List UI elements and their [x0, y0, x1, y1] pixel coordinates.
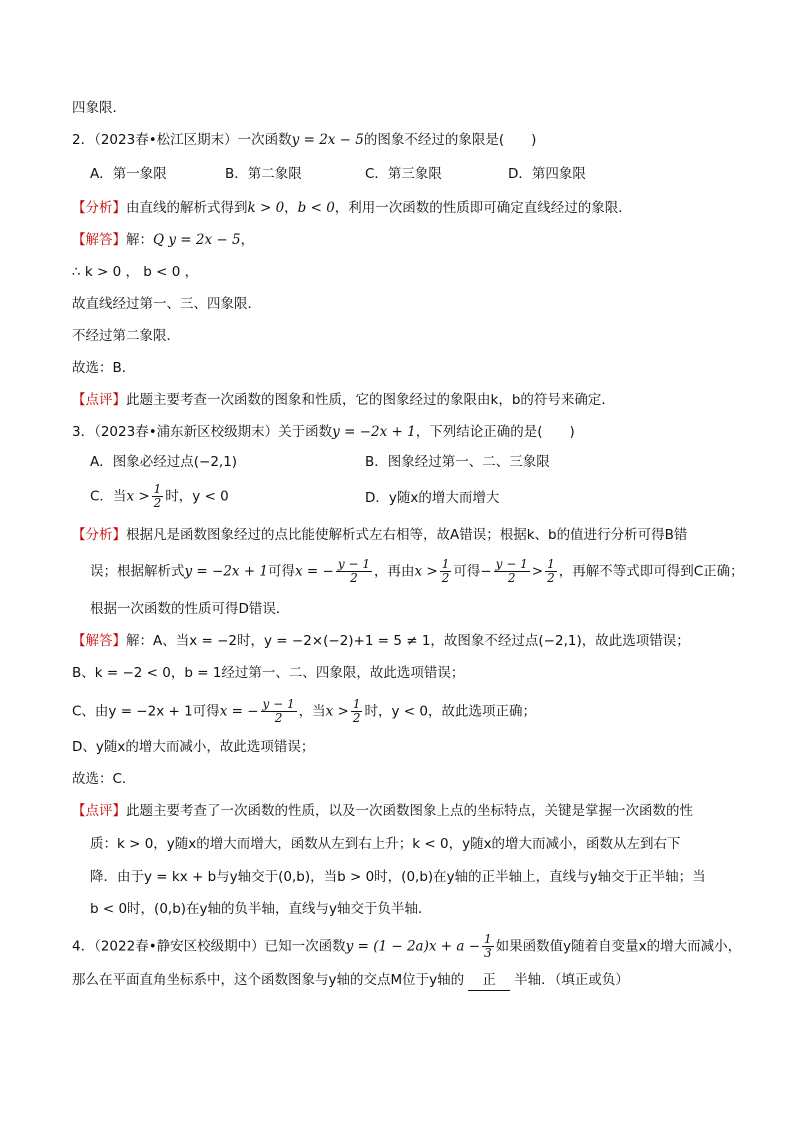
answer-tag: 【解答】 [72, 232, 126, 248]
q3-comment: 【点评】此题主要考查了一次函数的性质，以及一次函数图象上点的坐标特点，关键是掌握一次函数的性 [72, 803, 693, 819]
fraction: $\frac{1}{3}$ [484, 932, 492, 960]
q2-option-c: C．第三象限 [365, 166, 442, 182]
q2-option-d: D．第四象限 [508, 166, 586, 182]
q2-answer-3: 故直线经过第一、三、四象限． [72, 296, 261, 312]
fraction: $\frac{y - 1}{2}$ [337, 557, 370, 585]
q3-answer-3: C、由y = −2x + 1可得x = − $\frac{y - 1}{2}$ ，当x > $\frac{1}{2}$ 时，y < 0，故此选项正确； [72, 697, 536, 725]
fraction: $\frac{y - 1}{2}$ [495, 557, 528, 585]
q2-comment: 【点评】此题主要考查一次函数的图象和性质，它的图象经过的象限由k，b的符号来确定． [72, 392, 615, 408]
q2-stem: 2．（2023春•松江区期末）一次函数y = 2x − 5的图象不经过的象限是( ) [72, 132, 537, 148]
fraction: $\frac{1}{2}$ [547, 557, 555, 585]
q3-comment-4: b < 0时，(0,b)在y轴的负半轴，直线与y轴交于负半轴． [90, 901, 432, 917]
q2-option-b: B．第二象限 [225, 166, 302, 182]
q2-option-a: A．第一象限 [90, 166, 167, 182]
q4-line-2: 那么在平面直角坐标系中，这个函数图象与y轴的交点M位于y轴的 正 半轴．（填正或负） [72, 970, 629, 991]
q2-formula: y = 2x − 5 [291, 132, 364, 148]
answer-tag: 【解答】 [72, 633, 126, 649]
q2-analysis: 【分析】由直线的解析式得到k > 0，b < 0，利用一次函数的性质即可确定直线经过的象限． [72, 200, 632, 216]
q3-answer-4: D、y随x的增大而减小，故此选项错误； [72, 739, 315, 755]
comment-tag: 【点评】 [72, 392, 126, 408]
q3-answer: 【解答】解：A、当x = −2时，y = −2×(−2)+1 = 5 ≠ 1，故图象不经过点(−2,1)，故此选项错误； [72, 633, 690, 649]
q3-option-d: D．y随x的增大而增大 [365, 490, 500, 506]
q3-option-b: B．图象经过第一、二、三象限 [365, 454, 550, 470]
q2-answer-5: 故选：B． [72, 360, 136, 376]
fraction: $\frac{1}{2}$ [153, 482, 162, 510]
fraction: $\frac{1}{2}$ [352, 697, 361, 725]
q2-answer: 【解答】解：Q y = 2x − 5， [72, 232, 255, 248]
q3-comment-2: 质：k > 0，y随x的增大而增大，函数从左到右上升；k < 0，y随x的增大而减小，函数从左到右下 [90, 836, 681, 852]
q3-answer-5: 故选：C． [72, 771, 136, 787]
q3-analysis-3: 根据一次函数的性质可得D错误． [90, 601, 290, 617]
q3-option-c: C．当x > $\frac{1}{2}$ 时，y < 0 [90, 482, 229, 510]
analysis-tag: 【分析】 [72, 200, 126, 216]
q2-answer-4: 不经过第二象限． [72, 328, 180, 344]
q3-answer-2: B、k = −2 < 0，b = 1经过第一、二、四象限，故此选项错误； [72, 665, 465, 681]
q3-comment-3: 降．由于y = kx + b与y轴交于(0,b)，当b > 0时，(0,b)在y轴的正半轴上，直线与y轴交于正半轴；当 [90, 869, 706, 885]
q2-answer-2: ∴ k > 0 ， b < 0 ， [72, 264, 199, 280]
q3-analysis: 【分析】根据凡是函数图象经过的点比能使解析式左右相等，故A错误；根据k、b的值进行分析可得B错 [72, 527, 688, 543]
q3-analysis-2: 误；根据解析式y = −2x + 1可得x = − $\frac{y - 1}{2}$ ，再由x > $\frac{1}{2}$ 可得− $\frac{y - 1}{2}$ > $\frac{1}{2}$ ，再解不等式即可得到C正确； [90, 557, 744, 585]
analysis-tag: 【分析】 [72, 527, 126, 543]
q4-formula: y = (1 − 2a)x + a − [345, 938, 481, 955]
fraction: $\frac{y - 1}{2}$ [262, 697, 295, 725]
q3-option-a: A．图象必经过点(−2,1) [90, 454, 238, 470]
q3-stem: 3．（2023春•浦东新区校级期末）关于函数y = −2x + 1，下列结论正确的是( ) [72, 424, 575, 440]
q3-formula: y = −2x + 1 [332, 424, 416, 440]
q4-stem: 4．（2022春•静安区校级期中）已知一次函数y = (1 − 2a)x + a − $\frac{1}{3}$ 如果函数值y随着自变量x的增大而减小， [72, 932, 742, 960]
answer-blank: 正 [468, 970, 510, 991]
fraction: $\frac{1}{2}$ [441, 557, 450, 585]
intro-tail: 四象限． [72, 100, 126, 116]
comment-tag: 【点评】 [72, 803, 126, 819]
